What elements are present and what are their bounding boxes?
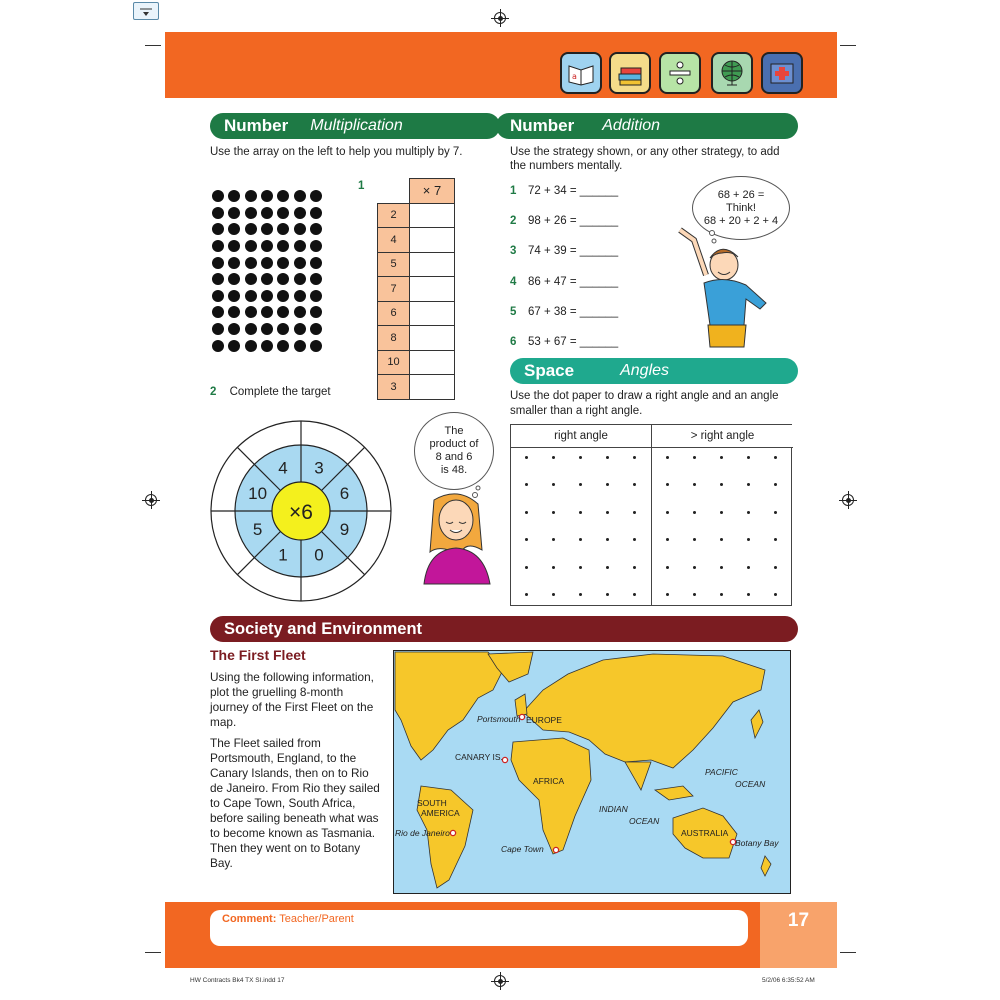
- paper-dot: [720, 511, 723, 514]
- paper-dot: [606, 483, 609, 486]
- paper-dot: [552, 538, 555, 541]
- section-title: Space: [524, 361, 575, 380]
- array-dot: [310, 290, 322, 302]
- table-row: [378, 375, 455, 400]
- label-indian-1: INDIAN: [599, 804, 628, 814]
- target-answer-slot[interactable]: [261, 429, 281, 449]
- label-pacific-2: OCEAN: [735, 779, 766, 789]
- addition-question[interactable]: [510, 306, 618, 318]
- array-dot: [310, 257, 322, 269]
- section-subtitle: Multiplication: [310, 117, 403, 134]
- target-inner-number: 5: [252, 519, 263, 539]
- array-dot: [310, 240, 322, 252]
- addition-question[interactable]: [510, 336, 618, 348]
- answer-cell[interactable]: [410, 277, 455, 302]
- paper-dot: [552, 511, 555, 514]
- first-aid-icon: [761, 52, 803, 94]
- question-number: 2: [510, 215, 517, 228]
- paper-dot: [606, 566, 609, 569]
- paper-dot: [774, 511, 777, 514]
- divide-icon: [659, 52, 701, 94]
- corner-widget[interactable]: [133, 2, 159, 20]
- addition-question[interactable]: [510, 215, 618, 227]
- array-dot: [294, 340, 306, 352]
- array-dot: [294, 223, 306, 235]
- question-number: 6: [510, 336, 517, 348]
- array-dot: [228, 306, 240, 318]
- multiplication-instruction: Use the array on the left to help you multiply by 7.: [210, 146, 463, 158]
- paper-dot: [693, 511, 696, 514]
- label-botany: Botany Bay: [735, 838, 779, 848]
- array-dot: [228, 240, 240, 252]
- multiplicand-cell: 2: [378, 203, 410, 228]
- table-row: [378, 277, 455, 302]
- table-row: [378, 350, 455, 375]
- addition-instruction-2: the numbers mentally.: [510, 160, 623, 172]
- header-number-addition: [496, 113, 798, 139]
- array-dot: [228, 340, 240, 352]
- speech-bubble-girl: The product of 8 and 6 is 48.: [414, 412, 494, 490]
- array-dot: [277, 257, 289, 269]
- paper-dot: [633, 538, 636, 541]
- array-dot: [294, 207, 306, 219]
- array-dot: [245, 190, 257, 202]
- target-answer-slot[interactable]: [219, 531, 239, 551]
- array-dot: [277, 306, 289, 318]
- array-dot: [277, 323, 289, 335]
- answer-cell[interactable]: [410, 375, 455, 400]
- paper-dot: [774, 483, 777, 486]
- paper-dot: [606, 593, 609, 596]
- label-australia: AUSTRALIA: [681, 828, 729, 838]
- array-dot: [212, 257, 224, 269]
- dot-grid: [666, 456, 801, 620]
- question-text: 86 + 47 = ______: [528, 275, 619, 288]
- marker-canary: [502, 757, 507, 762]
- target-answer-slot[interactable]: [219, 471, 239, 491]
- array-dot: [245, 290, 257, 302]
- section-title: Society and Environment: [224, 619, 423, 638]
- label-africa: AFRICA: [533, 776, 565, 786]
- array-dot: [294, 323, 306, 335]
- array-dot: [245, 323, 257, 335]
- registration-mark: [842, 494, 854, 506]
- paper-dot: [579, 593, 582, 596]
- section-subtitle: Angles: [620, 362, 670, 379]
- target-answer-slot[interactable]: [363, 471, 383, 491]
- paper-dot: [606, 456, 609, 459]
- array-dot: [212, 273, 224, 285]
- paper-dot: [747, 511, 750, 514]
- header-number-multiplication: [210, 113, 500, 139]
- target-answer-slot[interactable]: [363, 531, 383, 551]
- array-dot: [228, 290, 240, 302]
- array-dot: [277, 223, 289, 235]
- answer-cell[interactable]: [410, 203, 455, 228]
- label-indian-2: OCEAN: [629, 816, 660, 826]
- array-dot: [277, 240, 289, 252]
- paper-dot: [579, 566, 582, 569]
- question-number: 4: [510, 275, 517, 288]
- label-cape-town: Cape Town: [501, 844, 544, 854]
- paper-dot: [666, 511, 669, 514]
- paper-dot: [606, 538, 609, 541]
- array-dot: [212, 223, 224, 235]
- question-text: 67 + 38 = ______: [528, 305, 619, 318]
- world-map: [393, 650, 791, 894]
- globe-icon: [711, 52, 753, 94]
- array-dot: [228, 257, 240, 269]
- paper-dot: [693, 566, 696, 569]
- array-dot: [294, 190, 306, 202]
- page-number: 17: [787, 910, 810, 931]
- dot-grid: [525, 456, 660, 620]
- paper-dot: [774, 538, 777, 541]
- dot-paper: [510, 424, 792, 606]
- question-number: 5: [510, 305, 517, 318]
- paper-dot: [525, 511, 528, 514]
- society-paragraph-1: Using the following information, plot the gruelling 8-month journey of the First Fleet on the map.: [210, 670, 374, 729]
- question-2: [210, 386, 331, 398]
- answer-cell[interactable]: [410, 350, 455, 375]
- question-text: Complete the target: [229, 386, 331, 398]
- paper-dot: [525, 566, 528, 569]
- target-inner-number: 9: [339, 519, 350, 539]
- array-dot: [245, 223, 257, 235]
- paper-dot: [633, 483, 636, 486]
- section-title: Number: [510, 116, 575, 135]
- question-text: 98 + 26 = ______: [528, 215, 619, 228]
- table-row: [378, 326, 455, 351]
- array-dot: [277, 190, 289, 202]
- multiplicand-cell: 5: [378, 252, 410, 277]
- paper-dot: [693, 593, 696, 596]
- page-number-box: [760, 902, 837, 968]
- svg-text:a: a: [572, 72, 577, 81]
- answer-cell[interactable]: [410, 228, 455, 253]
- array-dot: [310, 207, 322, 219]
- paper-dot: [747, 538, 750, 541]
- marker-cape-town: [553, 847, 558, 852]
- table-header: × 7: [410, 179, 455, 204]
- array-dot: [245, 340, 257, 352]
- array-dot: [261, 273, 273, 285]
- target-inner-number: 1: [278, 545, 288, 565]
- array-dot: [261, 240, 273, 252]
- header-society-environment: [210, 616, 798, 642]
- paper-dot: [633, 456, 636, 459]
- array-dot: [294, 257, 306, 269]
- comment-box[interactable]: [210, 910, 748, 946]
- array-dot: [212, 306, 224, 318]
- array-dot: [277, 207, 289, 219]
- array-dot: [212, 340, 224, 352]
- table-row: [378, 203, 455, 228]
- paper-dot: [720, 566, 723, 569]
- array-dot: [294, 290, 306, 302]
- multiplicand-cell: 4: [378, 228, 410, 253]
- paper-dot: [774, 593, 777, 596]
- collapse-icon: [134, 3, 158, 19]
- paper-dot: [552, 593, 555, 596]
- table-row: [378, 301, 455, 326]
- label-rio: Rio de Janeiro: [395, 828, 450, 838]
- array-dot: [228, 207, 240, 219]
- label-pacific-1: PACIFIC: [705, 767, 738, 777]
- space-instruction-1: Use the dot paper to draw a right angle and an angle: [510, 390, 779, 402]
- array-dot: [228, 190, 240, 202]
- array-dot: [261, 340, 273, 352]
- array-dot: [212, 190, 224, 202]
- paper-dot: [720, 538, 723, 541]
- array-dot: [245, 257, 257, 269]
- array-dot: [261, 257, 273, 269]
- paper-dot: [666, 456, 669, 459]
- array-dot: [310, 190, 322, 202]
- array-dot: [310, 273, 322, 285]
- target-inner-number: 3: [314, 458, 324, 478]
- subsection-title: The First Fleet: [210, 647, 306, 663]
- array-dot: [261, 306, 273, 318]
- paper-dot: [720, 483, 723, 486]
- target-inner-number: 4: [278, 458, 288, 478]
- paper-dot: [579, 456, 582, 459]
- paper-dot: [579, 538, 582, 541]
- question-text: 53 + 67 = ______: [528, 336, 619, 348]
- array-dot: [310, 340, 322, 352]
- array-dot: [245, 306, 257, 318]
- question-text: 74 + 39 = ______: [528, 245, 619, 258]
- array-dot: [310, 223, 322, 235]
- paper-dot: [666, 538, 669, 541]
- array-dot: [277, 273, 289, 285]
- label-canary: CANARY IS.: [455, 752, 503, 762]
- label-portsmouth: Portsmouth: [477, 714, 521, 724]
- paper-dot: [774, 456, 777, 459]
- multiplicand-cell: 7: [378, 277, 410, 302]
- paper-dot: [666, 593, 669, 596]
- array-dot: [294, 273, 306, 285]
- section-subtitle: Addition: [602, 117, 661, 134]
- table-row: [378, 228, 455, 253]
- paper-dot: [747, 566, 750, 569]
- array-dot: [261, 223, 273, 235]
- column-header: right angle: [511, 425, 651, 448]
- target-wheel: [208, 418, 398, 608]
- target-answer-slot[interactable]: [321, 573, 341, 593]
- book-icon: [560, 52, 602, 94]
- registration-mark: [145, 494, 157, 506]
- boy-illustration: [676, 225, 771, 350]
- marker-rio: [450, 830, 455, 835]
- books-icon: [609, 52, 651, 94]
- paper-dot: [525, 456, 528, 459]
- addition-question[interactable]: [510, 185, 618, 197]
- label-europe: EUROPE: [526, 715, 562, 725]
- paper-dot: [747, 456, 750, 459]
- array-dot: [277, 290, 289, 302]
- timestamp: 5/2/06 6:35:52 AM: [762, 977, 815, 984]
- header-space-angles: [510, 358, 798, 384]
- column-header: > right angle: [652, 425, 793, 448]
- question-text: 72 + 34 = ______: [528, 185, 619, 197]
- target-answer-slot[interactable]: [321, 429, 341, 449]
- array-dot: [261, 190, 273, 202]
- comment-label: Comment:: [222, 913, 277, 925]
- dot-array: [210, 188, 324, 354]
- array-dot: [212, 240, 224, 252]
- multiplicand-cell: 6: [378, 301, 410, 326]
- society-paragraph-2: The Fleet sailed from Portsmouth, England, to the Canary Islands, then on to Rio de Janeiro. From Rio they sailed to Cape Town, South Africa, before sailing beneath what was to become known as Tasmania. Then they went on to Botany Bay.: [210, 736, 380, 870]
- array-dot: [261, 323, 273, 335]
- space-instruction-2: smaller than a right angle.: [510, 405, 643, 417]
- target-answer-slot[interactable]: [261, 573, 281, 593]
- addition-question[interactable]: [510, 245, 618, 257]
- target-inner-number: 6: [339, 484, 350, 504]
- label-south-america-1: SOUTH: [417, 798, 447, 808]
- array-dot: [261, 207, 273, 219]
- paper-dot: [693, 456, 696, 459]
- paper-dot: [633, 511, 636, 514]
- multiplication-table: [377, 178, 455, 400]
- array-dot: [245, 207, 257, 219]
- array-dot: [212, 290, 224, 302]
- target-inner-number: 0: [314, 545, 324, 565]
- paper-dot: [693, 483, 696, 486]
- array-dot: [310, 306, 322, 318]
- paper-dot: [774, 566, 777, 569]
- dot-paper-column[interactable]: [511, 425, 652, 605]
- file-info: HW Contracts Bk4 TX SI.indd 17: [190, 977, 285, 984]
- array-dot: [310, 323, 322, 335]
- paper-dot: [579, 483, 582, 486]
- paper-dot: [633, 566, 636, 569]
- paper-dot: [666, 483, 669, 486]
- question-number: 1: [510, 185, 517, 197]
- paper-dot: [747, 483, 750, 486]
- label-south-america-2: AMERICA: [421, 808, 460, 818]
- paper-dot: [552, 566, 555, 569]
- paper-dot: [720, 456, 723, 459]
- answer-cell[interactable]: [410, 301, 455, 326]
- crop-mark: [840, 952, 856, 953]
- paper-dot: [606, 511, 609, 514]
- paper-dot: [552, 483, 555, 486]
- girl-illustration: [420, 480, 495, 585]
- comment-value: Teacher/Parent: [279, 913, 354, 925]
- target-inner-number: 10: [248, 484, 268, 504]
- array-dot: [294, 306, 306, 318]
- paper-dot: [525, 593, 528, 596]
- question-number: 2: [210, 386, 217, 398]
- section-title: Number: [224, 116, 289, 135]
- addition-instruction-1: Use the strategy shown, or any other strategy, to add: [510, 146, 780, 158]
- array-dot: [212, 323, 224, 335]
- paper-dot: [552, 456, 555, 459]
- paper-dot: [633, 593, 636, 596]
- array-dot: [277, 340, 289, 352]
- answer-cell[interactable]: [410, 326, 455, 351]
- paper-dot: [720, 593, 723, 596]
- paper-dot: [525, 483, 528, 486]
- crop-mark: [145, 952, 161, 953]
- crop-mark: [145, 45, 161, 46]
- addition-question[interactable]: [510, 276, 618, 288]
- table-row: [378, 252, 455, 277]
- array-dot: [228, 273, 240, 285]
- crop-mark: [840, 45, 856, 46]
- speech-bubble-boy: 68 + 26 = Think! 68 + 20 + 2 + 4: [692, 176, 790, 240]
- paper-dot: [525, 538, 528, 541]
- array-dot: [245, 273, 257, 285]
- registration-mark: [494, 975, 506, 987]
- answer-cell[interactable]: [410, 252, 455, 277]
- array-dot: [228, 223, 240, 235]
- paper-dot: [747, 593, 750, 596]
- target-center-label: ×6: [289, 501, 313, 524]
- paper-dot: [693, 538, 696, 541]
- array-dot: [212, 207, 224, 219]
- paper-dot: [579, 511, 582, 514]
- dot-paper-column[interactable]: [652, 425, 793, 605]
- multiplicand-cell: 8: [378, 326, 410, 351]
- array-dot: [245, 240, 257, 252]
- paper-dot: [666, 566, 669, 569]
- registration-mark: [494, 12, 506, 24]
- multiplicand-cell: 3: [378, 375, 410, 400]
- question-number: 3: [510, 245, 517, 258]
- question-number: 1: [358, 180, 365, 192]
- multiplicand-cell: 10: [378, 350, 410, 375]
- array-dot: [228, 323, 240, 335]
- array-dot: [294, 240, 306, 252]
- array-dot: [261, 290, 273, 302]
